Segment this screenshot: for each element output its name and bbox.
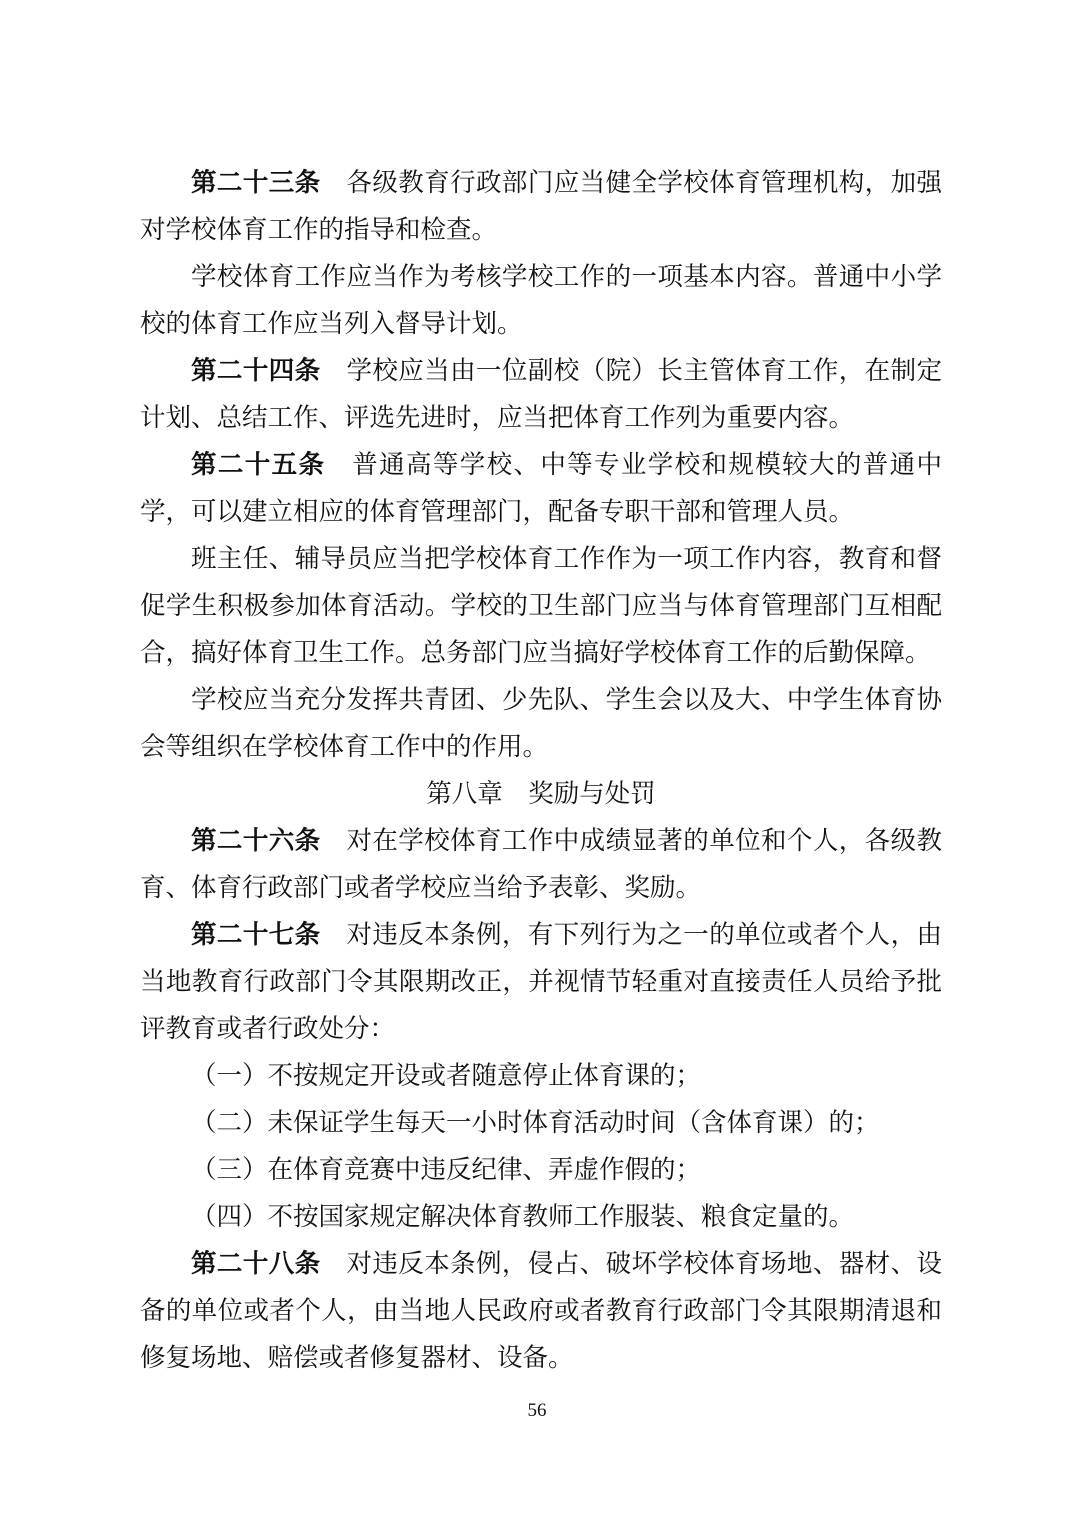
article-25-paragraph-2 bbox=[140, 536, 942, 677]
document-body bbox=[140, 160, 942, 1382]
article-25-text: 普通高等学校、中等专业学校和规模较大的普通中学，可以建立相应的体育管理部门，配备专职干部和管理人员。 bbox=[140, 450, 942, 527]
article-23-label: 第二十三条 bbox=[191, 168, 321, 198]
article-25-text-2: 班主任、辅导员应当把学校体育工作作为一项工作内容，教育和督促学生积极参加体育活动。学校的卫生部门应当与体育管理部门互相配合，搞好体育卫生工作。总务部门应当搞好学校体育工作的后勤保障。 bbox=[140, 544, 942, 668]
chapter-number: 第八章 bbox=[426, 779, 503, 809]
article-25-text-3: 学校应当充分发挥共青团、少先队、学生会以及大、中学生体育协会等组织在学校体育工作中的作用。 bbox=[140, 685, 942, 762]
article-26-label: 第二十六条 bbox=[191, 826, 321, 856]
article-26-paragraph bbox=[140, 818, 942, 912]
article-27-item-4: （四）不按国家规定解决体育教师工作服装、粮食定量的。 bbox=[191, 1202, 855, 1232]
article-25-paragraph bbox=[140, 442, 942, 536]
article-24-paragraph bbox=[140, 348, 942, 442]
chapter-title: 奖励与处罚 bbox=[528, 779, 656, 809]
article-27-item-1: （一）不按规定开设或者随意停止体育课的； bbox=[191, 1061, 702, 1091]
article-27-label: 第二十七条 bbox=[191, 920, 321, 950]
article-23-paragraph bbox=[140, 160, 942, 254]
article-25-paragraph-3 bbox=[140, 677, 942, 771]
article-27-item-3: （三）在体育竞赛中违反纪律、弄虚作假的； bbox=[191, 1155, 702, 1185]
article-28-paragraph bbox=[140, 1241, 942, 1382]
article-25-label: 第二十五条 bbox=[191, 450, 326, 480]
article-27-text: 对违反本条例，有下列行为之一的单位或者个人，由当地教育行政部门令其限期改正，并视情节轻重对直接责任人员给予批评教育或者行政处分： bbox=[140, 920, 942, 1044]
chapter-heading bbox=[140, 771, 942, 818]
article-23-text: 各级教育行政部门应当健全学校体育管理机构，加强对学校体育工作的指导和检查。 bbox=[140, 168, 942, 245]
article-27-item-2: （二）未保证学生每天一小时体育活动时间（含体育课）的； bbox=[191, 1108, 880, 1138]
article-24-text: 学校应当由一位副校（院）长主管体育工作，在制定计划、总结工作、评选先进时，应当把体育工作列为重要内容。 bbox=[140, 356, 942, 433]
article-24-label: 第二十四条 bbox=[191, 356, 321, 386]
article-28-text: 对违反本条例，侵占、破坏学校体育场地、器材、设备的单位或者个人，由当地人民政府或者教育行政部门令其限期清退和修复场地、赔偿或者修复器材、设备。 bbox=[140, 1249, 942, 1373]
article-26-text: 对在学校体育工作中成绩显著的单位和个人，各级教育、体育行政部门或者学校应当给予表彰、奖励。 bbox=[140, 826, 942, 903]
page-number: 56 bbox=[527, 1400, 547, 1421]
article-28-label: 第二十八条 bbox=[191, 1249, 321, 1279]
article-23-paragraph-2 bbox=[140, 254, 942, 348]
article-27-paragraph bbox=[140, 912, 942, 1053]
article-23-text-2: 学校体育工作应当作为考核学校工作的一项基本内容。普通中小学校的体育工作应当列入督导计划。 bbox=[140, 262, 942, 339]
